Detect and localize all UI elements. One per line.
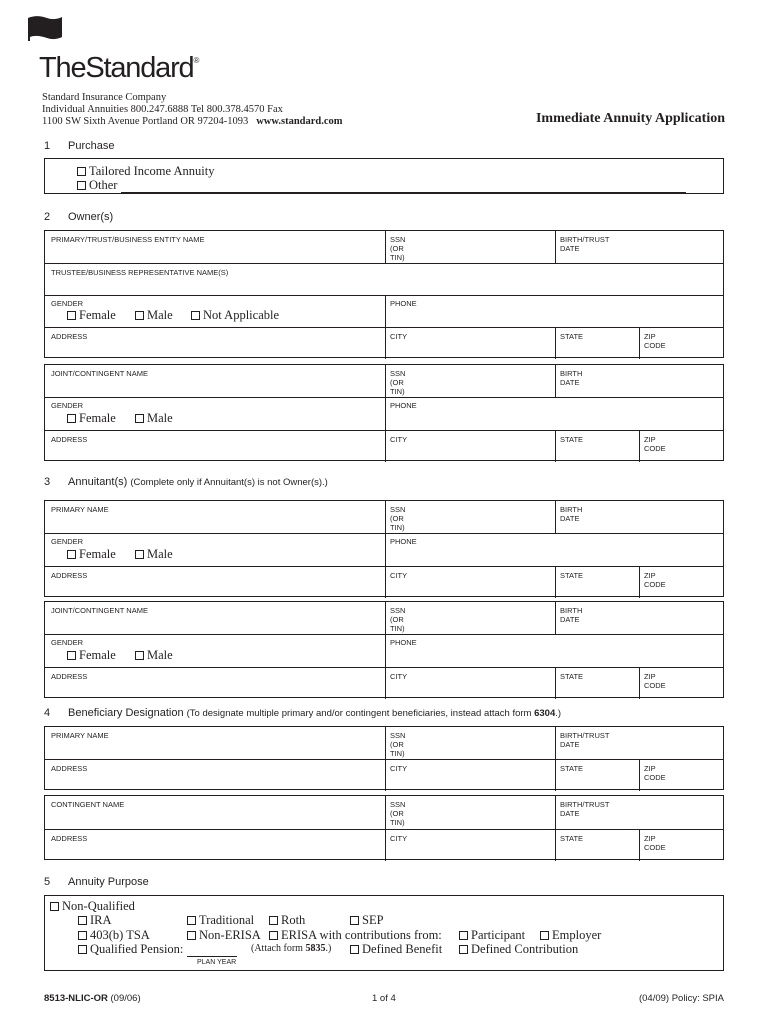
owner-male-checkbox[interactable]: Male [135,308,173,323]
contingent-beneficiary-ssn-field[interactable]: SSN (OR TIN) [390,800,406,827]
beneficiary-primary-name-field[interactable]: PRIMARY NAME [51,731,109,740]
owner-address-field[interactable]: ADDRESS [51,332,88,341]
company-info [42,92,343,128]
joint-annuitant-zip-field[interactable]: ZIP CODE [644,672,666,690]
contingent-beneficiary-zip-field[interactable]: ZIP CODE [644,834,666,852]
joint-annuitant-phone-field[interactable]: PHONE [390,638,417,647]
joint-owner-city-field[interactable]: CITY [390,435,408,444]
employer-checkbox[interactable]: Employer [540,928,601,943]
annuitant-city-field[interactable]: CITY [390,571,408,580]
roth-checkbox[interactable]: Roth [269,913,305,928]
owner-city-field[interactable]: CITY [390,332,408,341]
section-3-heading: 3 Annuitant(s) (Complete only if Annuitant(s) is not Owner(s).) [44,476,328,488]
contingent-beneficiary-birth-trust-date-field[interactable]: BIRTH/TRUST DATE [560,800,610,818]
other-input-line[interactable] [121,192,686,193]
annuitant-state-field[interactable]: STATE [560,571,584,580]
beneficiary-zip-field[interactable]: ZIP CODE [644,764,666,782]
joint-annuitant-birth-date-field[interactable]: BIRTH DATE [560,606,583,624]
joint-owner-gender-label: GENDER [51,401,84,410]
defined-benefit-checkbox[interactable]: Defined Benefit [350,942,442,957]
form-6304-ref: 6304 [534,708,556,719]
joint-owner-zip-field[interactable]: ZIP CODE [644,435,666,453]
non-erisa-checkbox[interactable]: Non-ERISA [187,928,261,943]
primary-owner-box [44,230,724,358]
contingent-beneficiary-city-field[interactable]: CITY [390,834,408,843]
purchase-box [44,158,724,194]
joint-annuitant-box [44,601,724,698]
company-name: Standard Insurance Company [42,92,167,103]
plan-year-label: PLAN YEAR [197,959,237,966]
section-2-heading: 2 Owner(s) [44,211,114,223]
joint-owner-box [44,364,724,461]
joint-owner-name-field[interactable]: JOINT/CONTINGENT NAME [51,369,148,378]
beneficiary-city-field[interactable]: CITY [390,764,408,773]
tsa-403b-checkbox[interactable]: 403(b) TSA [78,928,150,943]
contingent-beneficiary-box [44,795,724,860]
owner-zip-field[interactable]: ZIP CODE [644,332,666,350]
form-code: 8513-NLIC-OR (09/06) [44,993,141,1004]
beneficiary-ssn-field[interactable]: SSN (OR TIN) [390,731,406,758]
joint-annuitant-gender-label: GENDER [51,638,84,647]
owner-state-field[interactable]: STATE [560,332,584,341]
company-website[interactable]: www.standard.com [256,116,343,127]
erisa-checkbox[interactable]: ERISA with contributions from: [269,928,442,943]
owner-not-applicable-checkbox[interactable]: Not Applicable [191,308,279,323]
section-1-heading: 1 Purchase [44,140,115,152]
traditional-checkbox[interactable]: Traditional [187,913,254,928]
joint-annuitant-address-field[interactable]: ADDRESS [51,672,88,681]
ira-checkbox[interactable]: IRA [78,913,112,928]
other-checkbox[interactable]: Other [77,178,686,193]
annuitant-female-checkbox[interactable]: Female [67,547,116,562]
owner-ssn-field[interactable]: SSN (OR TIN) [390,235,406,262]
joint-owner-phone-field[interactable]: PHONE [390,401,417,410]
beneficiary-birth-trust-date-field[interactable]: BIRTH/TRUST DATE [560,731,610,749]
joint-owner-male-checkbox[interactable]: Male [135,411,173,426]
attach-form-note: (Attach form 5835.) [251,943,332,954]
beneficiary-state-field[interactable]: STATE [560,764,584,773]
contingent-beneficiary-address-field[interactable]: ADDRESS [51,834,88,843]
annuitant-primary-name-field[interactable]: PRIMARY NAME [51,505,109,514]
joint-annuitant-female-checkbox[interactable]: Female [67,648,116,663]
page-number: 1 of 4 [372,993,396,1004]
annuitant-address-field[interactable]: ADDRESS [51,571,88,580]
owner-birth-trust-date-field[interactable]: BIRTH/TRUST DATE [560,235,610,253]
owner-phone-field[interactable]: PHONE [390,299,417,308]
annuitant-birth-date-field[interactable]: BIRTH DATE [560,505,583,523]
tailored-income-checkbox[interactable]: Tailored Income Annuity [77,164,214,179]
beneficiary-address-field[interactable]: ADDRESS [51,764,88,773]
section-4-heading: 4 Beneficiary Designation (To designate multiple primary and/or contingent beneficiaries, instead attach form 6304.) [44,707,562,719]
company-logo: TheStandard® [39,52,199,84]
annuitant-zip-field[interactable]: ZIP CODE [644,571,666,589]
defined-contribution-checkbox[interactable]: Defined Contribution [459,942,578,957]
qualified-pension-checkbox[interactable]: Qualified Pension: [78,942,237,957]
annuity-purpose-box [44,895,724,971]
owner-female-checkbox[interactable]: Female [67,308,116,323]
contingent-beneficiary-state-field[interactable]: STATE [560,834,584,843]
joint-annuitant-male-checkbox[interactable]: Male [135,648,173,663]
annuitant-ssn-field[interactable]: SSN (OR TIN) [390,505,406,532]
contingent-beneficiary-name-field[interactable]: CONTINGENT NAME [51,800,125,809]
primary-annuitant-box [44,500,724,597]
owner-primary-name-field[interactable]: PRIMARY/TRUST/BUSINESS ENTITY NAME [51,235,205,244]
joint-owner-state-field[interactable]: STATE [560,435,584,444]
non-qualified-checkbox[interactable]: Non-Qualified [50,899,135,914]
sep-checkbox[interactable]: SEP [350,913,384,928]
joint-owner-female-checkbox[interactable]: Female [67,411,116,426]
policy-info: (04/09) Policy: SPIA [638,993,724,1004]
joint-annuitant-state-field[interactable]: STATE [560,672,584,681]
company-address: 1100 SW Sixth Avenue Portland OR 97204-1093 [42,116,249,127]
joint-annuitant-ssn-field[interactable]: SSN (OR TIN) [390,606,406,633]
trustee-name-field[interactable]: TRUSTEE/BUSINESS REPRESENTATIVE NAME(S) [51,268,229,277]
plan-year-input-line[interactable] [187,956,237,957]
primary-beneficiary-box [44,726,724,790]
joint-owner-address-field[interactable]: ADDRESS [51,435,88,444]
annuitant-male-checkbox[interactable]: Male [135,547,173,562]
owner-gender-label: GENDER [51,299,84,308]
participant-checkbox[interactable]: Participant [459,928,525,943]
flag-logo-icon [27,15,63,41]
section-5-heading: 5 Annuity Purpose [44,876,149,888]
annuitant-phone-field[interactable]: PHONE [390,537,417,546]
joint-annuitant-city-field[interactable]: CITY [390,672,408,681]
page-title: Immediate Annuity Application [535,111,725,126]
company-phones: Individual Annuities 800.247.6888 Tel 800.378.4570 Fax [42,104,283,115]
joint-owner-birth-date-field[interactable]: BIRTH DATE [560,369,583,387]
joint-owner-ssn-field[interactable]: SSN (OR TIN) [390,369,406,396]
joint-annuitant-name-field[interactable]: JOINT/CONTINGENT NAME [51,606,148,615]
annuitant-gender-label: GENDER [51,537,84,546]
